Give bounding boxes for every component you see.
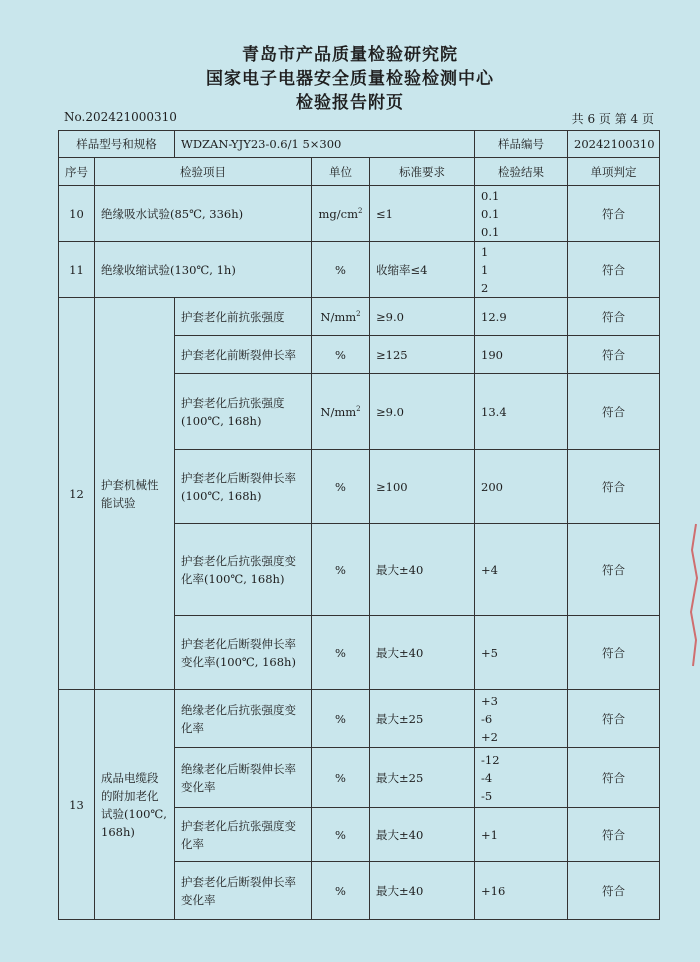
unit-cell: % xyxy=(312,450,370,524)
judge-cell: 符合 xyxy=(568,374,660,450)
judge-cell: 符合 xyxy=(568,862,660,920)
judge-cell: 符合 xyxy=(568,450,660,524)
item-cell: 护套老化前抗张强度 xyxy=(175,298,312,336)
unit-cell: % xyxy=(312,616,370,690)
seal-edge-mark xyxy=(682,520,700,670)
total-pages: 共 6 页 xyxy=(571,112,611,126)
unit-cell xyxy=(312,186,370,242)
col-result: 检验结果 xyxy=(475,158,568,186)
current-page: 第 4 页 xyxy=(614,112,654,126)
result-cell: +1 xyxy=(475,808,568,862)
judge-cell: 符合 xyxy=(568,808,660,862)
sample-number-value: 20242100310 xyxy=(568,131,660,158)
table-row xyxy=(59,690,660,748)
seq-cell: 11 xyxy=(59,242,95,298)
req-cell: ≥100 xyxy=(370,450,475,524)
header-row xyxy=(59,158,660,186)
unit-base: mg/cm xyxy=(318,206,359,221)
col-item: 检验项目 xyxy=(95,158,312,186)
req-cell: ≥9.0 xyxy=(370,298,475,336)
judge-cell: 符合 xyxy=(568,298,660,336)
req-cell: 最大±25 xyxy=(370,690,475,748)
seq-cell: 12 xyxy=(59,298,95,690)
req-cell: 最大±40 xyxy=(370,862,475,920)
item-cell: 绝缘老化后抗张强度变化率 xyxy=(175,690,312,748)
judge-cell: 符合 xyxy=(568,690,660,748)
unit-sup: 2 xyxy=(358,206,363,215)
result-value: 1 xyxy=(481,244,489,259)
result-cell: 12.9 xyxy=(475,298,568,336)
unit-cell xyxy=(312,374,370,450)
judge-cell: 符合 xyxy=(568,242,660,298)
model-label: 样品型号和规格 xyxy=(59,131,175,158)
table-row xyxy=(59,186,660,242)
judge-cell: 符合 xyxy=(568,186,660,242)
result-value: -6 xyxy=(481,711,493,726)
col-unit: 单位 xyxy=(312,158,370,186)
unit-sup: 2 xyxy=(356,309,361,318)
result-value: 0.1 xyxy=(481,224,500,239)
inspection-table xyxy=(58,130,660,920)
result-cell xyxy=(475,186,568,242)
item-cell: 绝缘老化后断裂伸长率变化率 xyxy=(175,748,312,808)
col-req: 标准要求 xyxy=(370,158,475,186)
item-cell: 护套老化后断裂伸长率(100℃, 168h) xyxy=(175,450,312,524)
result-value: 2 xyxy=(481,280,489,295)
result-cell xyxy=(475,242,568,298)
item-cell: 护套老化后断裂伸长率变化率 xyxy=(175,862,312,920)
unit-base: N/mm xyxy=(320,404,357,419)
unit-base: N/mm xyxy=(320,309,357,324)
unit-cell: % xyxy=(312,862,370,920)
col-judge: 单项判定 xyxy=(568,158,660,186)
unit-cell: % xyxy=(312,690,370,748)
unit-cell: % xyxy=(312,748,370,808)
result-value: -4 xyxy=(481,770,493,785)
item-cell: 绝缘收缩试验(130℃, 1h) xyxy=(95,242,312,298)
item-cell: 护套老化后抗张强度变化率 xyxy=(175,808,312,862)
unit-cell: % xyxy=(312,524,370,616)
result-value: 1 xyxy=(481,262,489,277)
result-cell xyxy=(475,690,568,748)
result-cell: 200 xyxy=(475,450,568,524)
document-title: 检验报告附页 xyxy=(296,93,404,113)
unit-cell: % xyxy=(312,808,370,862)
table-row xyxy=(59,298,660,336)
page-indicator xyxy=(572,110,654,127)
seq-cell: 13 xyxy=(59,690,95,920)
req-cell: 最大±40 xyxy=(370,616,475,690)
unit-cell xyxy=(312,298,370,336)
req-cell: 最大±40 xyxy=(370,524,475,616)
req-cell: 最大±40 xyxy=(370,808,475,862)
result-cell xyxy=(475,748,568,808)
result-cell: +5 xyxy=(475,616,568,690)
institute-title: 青岛市产品质量检验研究院 xyxy=(242,45,458,65)
group-cell: 成品电缆段的附加老化试验(100℃, 168h) xyxy=(95,690,175,920)
result-cell: 190 xyxy=(475,336,568,374)
report-number: No.202421000310 xyxy=(64,110,177,124)
result-value: 0.1 xyxy=(481,188,500,203)
result-value: -5 xyxy=(481,788,493,803)
item-cell: 护套老化后断裂伸长率变化率(100℃, 168h) xyxy=(175,616,312,690)
judge-cell: 符合 xyxy=(568,524,660,616)
item-cell: 护套老化后抗张强度变化率(100℃, 168h) xyxy=(175,524,312,616)
table-row xyxy=(59,242,660,298)
req-cell: 最大±25 xyxy=(370,748,475,808)
req-cell: ≥9.0 xyxy=(370,374,475,450)
result-value: +3 xyxy=(481,693,498,708)
req-cell: ≤1 xyxy=(370,186,475,242)
req-cell: 收缩率≤4 xyxy=(370,242,475,298)
result-value: -12 xyxy=(481,752,500,767)
unit-sup: 2 xyxy=(356,404,361,413)
req-cell: ≥125 xyxy=(370,336,475,374)
sample-info-row xyxy=(59,131,660,158)
item-cell: 绝缘吸水试验(85℃, 336h) xyxy=(95,186,312,242)
item-cell: 护套老化前断裂伸长率 xyxy=(175,336,312,374)
col-seq: 序号 xyxy=(59,158,95,186)
model-value: WDZAN-YJY23-0.6/1 5×300 xyxy=(175,131,475,158)
seq-cell: 10 xyxy=(59,186,95,242)
result-cell: +16 xyxy=(475,862,568,920)
group-cell: 护套机械性能试验 xyxy=(95,298,175,690)
judge-cell: 符合 xyxy=(568,336,660,374)
unit-cell: % xyxy=(312,336,370,374)
item-cell: 护套老化后抗张强度(100℃, 168h) xyxy=(175,374,312,450)
unit-cell: % xyxy=(312,242,370,298)
result-cell: +4 xyxy=(475,524,568,616)
result-cell: 13.4 xyxy=(475,374,568,450)
judge-cell: 符合 xyxy=(568,616,660,690)
result-value: +2 xyxy=(481,729,498,744)
result-value: 0.1 xyxy=(481,206,500,221)
sample-number-label: 样品编号 xyxy=(475,131,568,158)
judge-cell: 符合 xyxy=(568,748,660,808)
center-title: 国家电子电器安全质量检验检测中心 xyxy=(206,69,494,89)
